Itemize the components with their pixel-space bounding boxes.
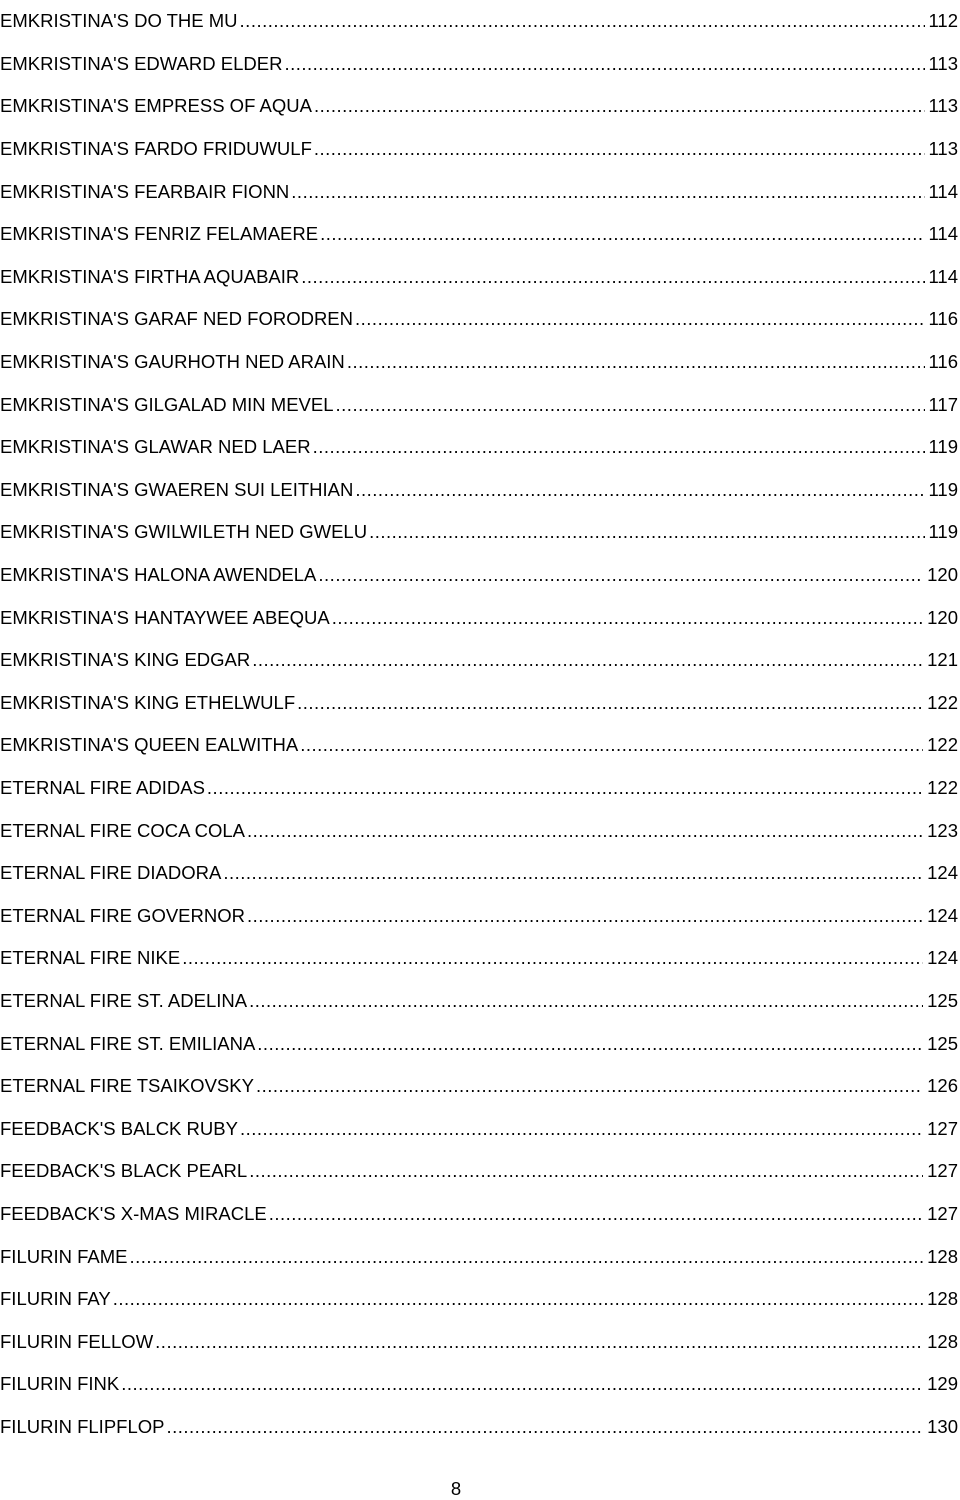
toc-entry[interactable] — [0, 809, 958, 852]
toc-entry-title: FEEDBACK'S BLACK PEARL — [0, 1160, 248, 1182]
toc-entry-page-number: 119 — [928, 478, 958, 500]
toc-entry[interactable] — [0, 724, 958, 767]
toc-entry-page-number: 120 — [927, 564, 958, 586]
toc-entry-title: EMKRISTINA'S GARAF NED FORODREN — [0, 308, 354, 330]
toc-entry[interactable] — [0, 341, 958, 384]
toc-entry-title: ETERNAL FIRE TSAIKOVSKY — [0, 1075, 254, 1097]
toc-dot-leader — [247, 820, 923, 842]
toc-entry[interactable] — [0, 852, 958, 895]
toc-dot-leader — [252, 649, 923, 671]
toc-entry-title: EMKRISTINA'S KING ETHELWULF — [0, 691, 296, 713]
toc-dot-leader — [314, 138, 925, 160]
toc-entry-title: ETERNAL FIRE NIKE — [0, 947, 181, 969]
toc-entry-page-number: 124 — [927, 862, 958, 884]
toc-entry-title: EMKRISTINA'S EDWARD ELDER — [0, 52, 283, 74]
toc-entry-page-number: 113 — [928, 52, 958, 74]
toc-entry[interactable] — [0, 511, 958, 554]
toc-entry-title: EMKRISTINA'S DO THE MU — [0, 10, 238, 32]
toc-entry-page-number: 122 — [927, 734, 958, 756]
toc-dot-leader — [257, 1033, 923, 1055]
toc-entry-page-number: 128 — [927, 1288, 958, 1310]
toc-entry-page-number: 129 — [927, 1373, 958, 1395]
toc-entry-title: FEEDBACK'S BALCK RUBY — [0, 1117, 238, 1139]
toc-entry[interactable] — [0, 894, 958, 937]
toc-dot-leader — [121, 1373, 923, 1395]
toc-entry[interactable] — [0, 1278, 958, 1321]
toc-entry-page-number: 116 — [928, 351, 958, 373]
toc-entry-title: EMKRISTINA'S GWAEREN SUI LEITHIAN — [0, 478, 354, 500]
toc-entry-title: ETERNAL FIRE COCA COLA — [0, 819, 246, 841]
toc-entry-title: FILURIN FELLOW — [0, 1330, 154, 1352]
toc-dot-leader — [336, 394, 925, 416]
toc-entry-page-number: 128 — [927, 1330, 958, 1352]
toc-dot-leader — [129, 1246, 923, 1268]
toc-entry[interactable] — [0, 767, 958, 810]
page-number: 8 — [450, 1478, 462, 1499]
toc-dot-leader — [291, 181, 924, 203]
toc-dot-leader — [318, 564, 923, 586]
toc-entry-page-number: 117 — [928, 393, 958, 415]
toc-entry-title: EMKRISTINA'S FARDO FRIDUWULF — [0, 138, 312, 160]
toc-entry[interactable] — [0, 937, 958, 980]
toc-entry-page-number: 125 — [927, 1032, 958, 1054]
toc-dot-leader — [320, 223, 924, 245]
toc-entry-page-number: 114 — [928, 223, 958, 245]
toc-entry[interactable] — [0, 1193, 958, 1236]
toc-entry-page-number: 113 — [928, 138, 958, 160]
toc-dot-leader — [182, 947, 923, 969]
toc-dot-leader — [297, 692, 923, 714]
toc-entry-page-number: 122 — [927, 776, 958, 798]
toc-entry-title: EMKRISTINA'S FIRTHA AQUABAIR — [0, 265, 300, 287]
toc-entry-page-number: 128 — [927, 1245, 958, 1267]
toc-entry-page-number: 113 — [928, 95, 958, 117]
toc-entry-page-number: 121 — [927, 649, 958, 671]
toc-entry[interactable] — [0, 170, 958, 213]
toc-entry-title: EMKRISTINA'S FEARBAIR FIONN — [0, 180, 290, 202]
toc-dot-leader — [332, 607, 923, 629]
toc-dot-leader — [355, 308, 924, 330]
toc-dot-leader — [155, 1331, 923, 1353]
toc-entry[interactable] — [0, 256, 958, 299]
toc-entry[interactable] — [0, 213, 958, 256]
toc-entry-title: ETERNAL FIRE ST. ADELINA — [0, 989, 248, 1011]
toc-entry-page-number: 114 — [928, 265, 958, 287]
toc-entry[interactable] — [0, 1150, 958, 1193]
toc-entry[interactable] — [0, 639, 958, 682]
toc-entry-title: EMKRISTINA'S HALONA AWENDELA — [0, 564, 317, 586]
toc-entry[interactable] — [0, 1022, 958, 1065]
toc-entry[interactable] — [0, 1235, 958, 1278]
toc-entry-title: FILURIN FAME — [0, 1245, 128, 1267]
toc-entry-title: EMKRISTINA'S GLAWAR NED LAER — [0, 436, 311, 458]
toc-dot-leader — [223, 862, 923, 884]
toc-entry-title: EMKRISTINA'S EMPRESS OF AQUA — [0, 95, 312, 117]
toc-entry[interactable] — [0, 682, 958, 725]
toc-dot-leader — [269, 1203, 923, 1225]
toc-entry-title: FILURIN FINK — [0, 1373, 120, 1395]
toc-entry-page-number: 114 — [928, 180, 958, 202]
toc-dot-leader — [256, 1075, 923, 1097]
toc-entry-page-number: 130 — [927, 1415, 958, 1437]
toc-entry[interactable] — [0, 1107, 958, 1150]
toc-entry-title: EMKRISTINA'S GAURHOTH NED ARAIN — [0, 351, 345, 373]
toc-entry-title: ETERNAL FIRE ADIDAS — [0, 776, 205, 798]
toc-entry[interactable] — [0, 43, 958, 86]
toc-entry-title: EMKRISTINA'S KING EDGAR — [0, 649, 251, 671]
toc-dot-leader — [314, 95, 925, 117]
toc-dot-leader — [284, 53, 924, 75]
toc-dot-leader — [113, 1288, 923, 1310]
toc-dot-leader — [249, 1160, 923, 1182]
toc-dot-leader — [166, 1416, 923, 1438]
toc-entry[interactable] — [0, 85, 958, 128]
toc-dot-leader — [240, 10, 925, 32]
toc-entry-page-number: 112 — [928, 10, 958, 32]
toc-entry[interactable] — [0, 383, 958, 426]
toc-entry-page-number: 120 — [927, 606, 958, 628]
toc-entry-title: EMKRISTINA'S HANTAYWEE ABEQUA — [0, 606, 330, 628]
toc-entry-page-number: 127 — [927, 1202, 958, 1224]
toc-entry-title: ETERNAL FIRE GOVERNOR — [0, 904, 245, 926]
toc-entry-page-number: 123 — [927, 819, 958, 841]
toc-entry[interactable] — [0, 1363, 958, 1406]
toc-entry-page-number: 122 — [927, 691, 958, 713]
toc-dot-leader — [369, 521, 924, 543]
toc-entry[interactable] — [0, 1406, 958, 1449]
toc-dot-leader — [207, 777, 923, 799]
toc-entry-title: FEEDBACK'S X-MAS MIRACLE — [0, 1202, 267, 1224]
toc-entry-title: ETERNAL FIRE ST. EMILIANA — [0, 1032, 256, 1054]
toc-entry-title: EMKRISTINA'S QUEEN EALWITHA — [0, 734, 299, 756]
toc-entry-page-number: 119 — [928, 436, 958, 458]
toc-entry-page-number: 126 — [927, 1075, 958, 1097]
toc-entry[interactable] — [0, 426, 958, 469]
toc-entry-page-number: 125 — [927, 989, 958, 1011]
toc-dot-leader — [301, 266, 924, 288]
toc-entry[interactable] — [0, 1065, 958, 1108]
toc-dot-leader — [355, 479, 924, 501]
toc-entry-page-number: 127 — [927, 1160, 958, 1182]
toc-entry[interactable] — [0, 980, 958, 1023]
toc-entry-page-number: 127 — [927, 1117, 958, 1139]
toc-entry[interactable] — [0, 128, 958, 171]
toc-entry-title: EMKRISTINA'S GILGALAD MIN MEVEL — [0, 393, 334, 415]
toc-dot-leader — [300, 734, 923, 756]
toc-entry-title: EMKRISTINA'S FENRIZ FELAMAERE — [0, 223, 319, 245]
toc-entry-page-number: 124 — [927, 904, 958, 926]
toc-entry-page-number: 124 — [927, 947, 958, 969]
toc-entry[interactable] — [0, 1320, 958, 1363]
toc-dot-leader — [249, 990, 923, 1012]
toc-entry[interactable] — [0, 469, 958, 512]
toc-entry-title: EMKRISTINA'S GWILWILETH NED GWELU — [0, 521, 368, 543]
toc-entry-title: FILURIN FLIPFLOP — [0, 1415, 165, 1437]
toc-entry[interactable] — [0, 298, 958, 341]
toc-entry-title: ETERNAL FIRE DIADORA — [0, 862, 222, 884]
toc-entry[interactable] — [0, 0, 958, 43]
toc-entry[interactable] — [0, 596, 958, 639]
toc-dot-leader — [347, 351, 925, 373]
toc-entry-page-number: 119 — [928, 521, 958, 543]
toc-dot-leader — [247, 905, 923, 927]
toc-dot-leader — [240, 1118, 923, 1140]
toc-entry-page-number: 116 — [928, 308, 958, 330]
toc-entry-title: FILURIN FAY — [0, 1288, 111, 1310]
toc-entry[interactable] — [0, 554, 958, 597]
toc-dot-leader — [313, 436, 925, 458]
